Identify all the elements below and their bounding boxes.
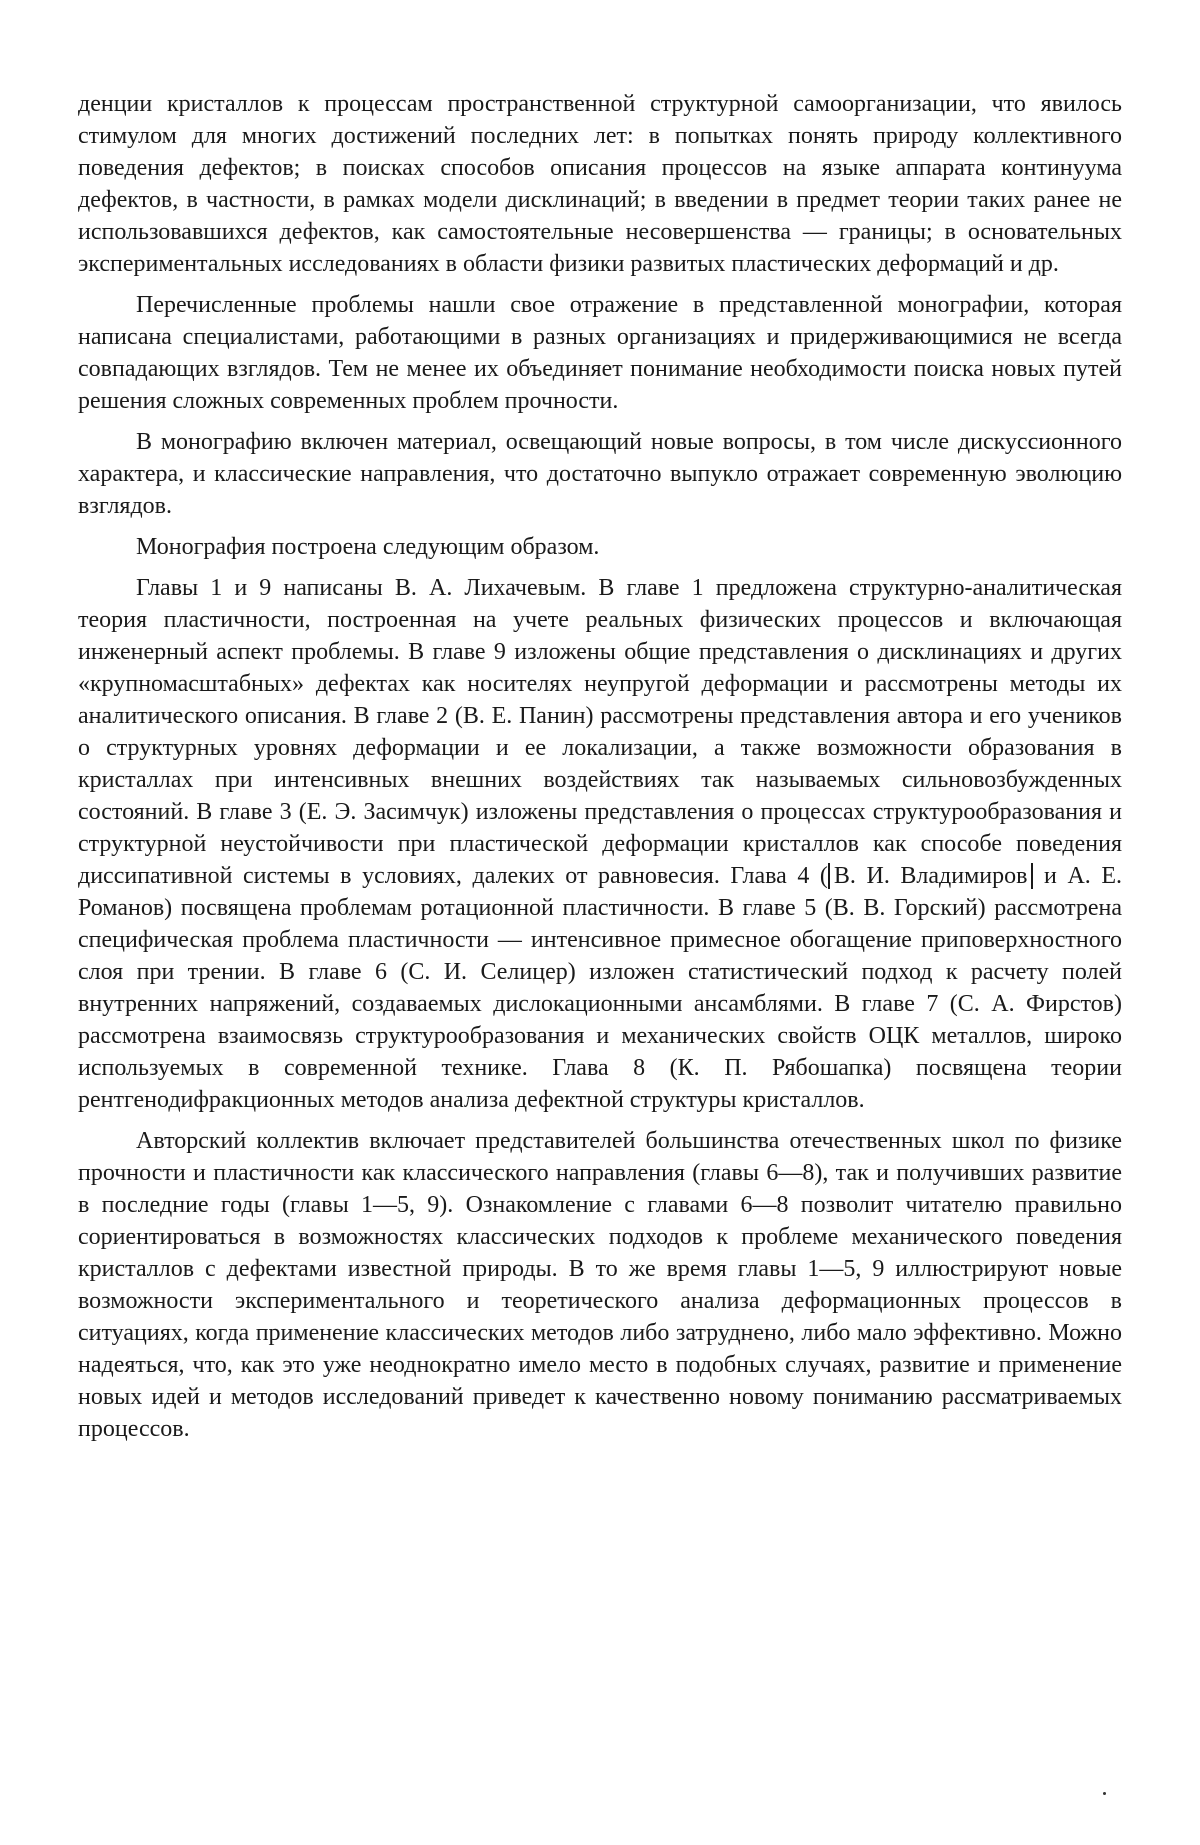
paragraph-structure-intro: Монография построена следующим образом. (136, 534, 600, 560)
paragraph-continuation: денции кристаллов к процессам пространственной структурной самоорганизации, что явилось стимулом для многих достижений последних лет: в попытках понять природу коллективного поведения дефектов; в поисках способов описания процессов на языке аппарата континуума дефектов, в частности, в рамках модели дисклинаций; в введении в предмет теории таких ранее не использовавшихся дефектов, как самостоятельные несовершенства — границы; в основательных экспериментальных исследованиях в области физики развитых пластических деформаций и др. (78, 91, 1122, 277)
paragraph-material: В монографию включен материал, освещающий новые вопросы, в том числе дискуссионного характера, и классические направления, что достаточно выпукло отражает современную эволюцию взглядов. (78, 429, 1122, 519)
boxed-author-name: В. И. Владимиров (828, 863, 1034, 889)
document-page (78, 88, 1122, 1454)
scan-speck (1103, 1792, 1106, 1795)
paragraph-chapters (78, 572, 1122, 1116)
paragraph-problems: Перечисленные проблемы нашли свое отражение в представленной монографии, которая написана специалистами, работающими в разных организациях и придерживающимися не всегда совпадающих взглядов. Тем не менее их объединяет понимание необходимости поиска новых путей решения сложных современных проблем прочности. (78, 292, 1122, 414)
paragraph-authors: Авторский коллектив включает представителей большинства отечественных школ по физике прочности и пластичности как классического направления (главы 6—8), так и получивших развитие в последние годы (главы 1—5, 9). Ознакомление с главами 6—8 позволит читателю правильно сориентироваться в возможностях классических подходов к проблеме механического поведения кристаллов с дефектами известной природы. В то же время главы 1—5, 9 иллюстрируют новые возможности экспериментального и теоретического анализа деформационных процессов в ситуациях, когда применение классических методов либо затруднено, либо мало эффективно. Можно надеяться, что, как это уже неоднократно имело место в подобных случаях, развитие и применение новых идей и методов исследований приведет к качественно новому пониманию рассматриваемых процессов. (78, 1128, 1122, 1442)
chapters-text-part2: и А. Е. Романов) посвящена проблемам ротационной пластичности. В главе 5 (В. В. Горский) рассмотрена специфическая проблема пластичности — интенсивное примесное обогащение приповерхностного слоя при трении. В главе 6 (С. И. Селицер) изложен статистический подход к расчету полей внутренних напряжений, создаваемых дислокационными ансамблями. В главе 7 (С. А. Фирстов) рассмотрена взаимосвязь структурообразования и механических свойств ОЦК металлов, широко используемых в современной технике. Глава 8 (К. П. Рябошапка) посвящена теории рентгенодифракционных методов анализа дефектной структуры кристаллов. (78, 863, 1123, 1113)
chapters-text-part1: Главы 1 и 9 написаны В. А. Лихачевым. В главе 1 предложена структурно-аналитическая теория пластичности, построенная на учете реальных физических процессов и включающая инженерный аспект проблемы. В главе 9 изложены общие представления о дисклинациях и других «крупномасштабных» дефектах как носителях неупругой деформации и рассмотрены методы их аналитического описания. В главе 2 (В. Е. Панин) рассмотрены представления автора и его учеников о структурных уровнях деформации и ее локализации, а также возможности образования в кристаллах при интенсивных внешних воздействиях так называемых сильновозбужденных состояний. В главе 3 (Е. Э. Засимчук) изложены представления о процессах структурообразования и структурной неустойчивости при пластической деформации кристаллов как способе поведения диссипативной системы в условиях, далеких от равновесия. Глава 4 ( (78, 575, 1122, 889)
